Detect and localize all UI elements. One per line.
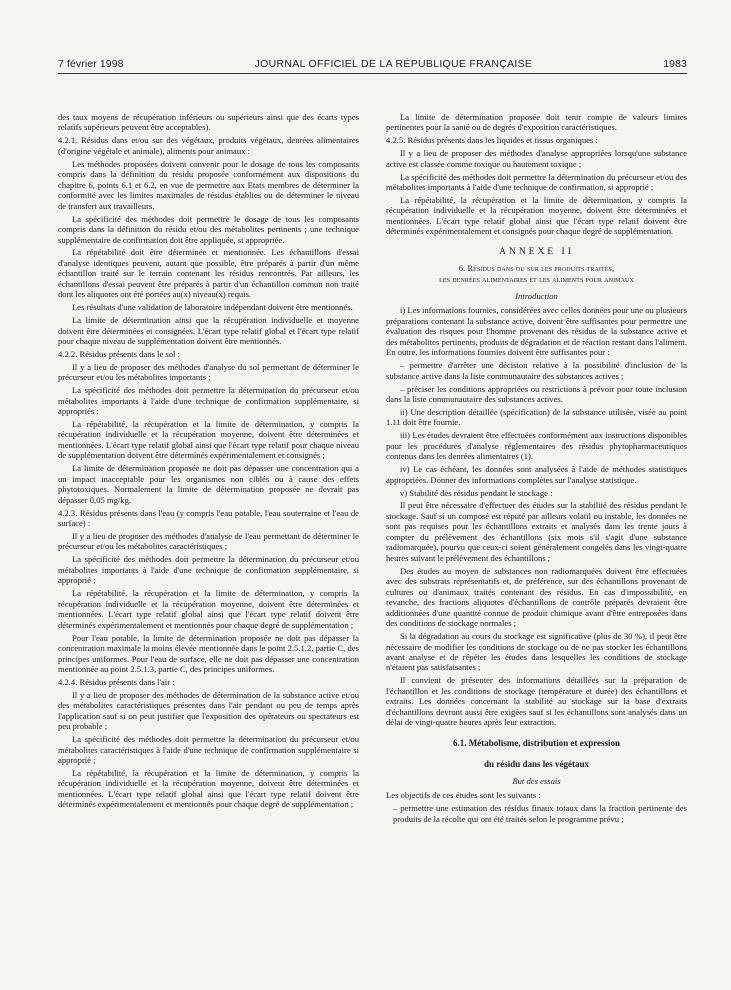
paragraph: La limite de détermination ainsi que la récupération individuelle et moyenne doivent être déterminées et consignées. L'écart type relatif global et l'écart type relatif pour chaque niveau de supplémentation doivent être mentionnés. bbox=[58, 315, 359, 347]
paragraph: du résidu dans les végétaux bbox=[483, 758, 590, 769]
paragraph: des taux moyens de récupération inférieurs ou supérieurs ainsi que des écarts types relatifs supérieurs peuvent être acceptables). bbox=[58, 112, 359, 133]
paragraph: Il y a lieu de proposer des méthodes d'analyse du sol permettant de déterminer le précurseur et/ou les métabolites importants ; bbox=[58, 361, 359, 383]
paragraph: i) Les informations fournies, considérées avec celles données pour une ou plusieurs préparations contenant la substance active, doivent être suffisantes pour permettre une évaluation des risques pour l'homme provenant des résidus de la substance active et des métabolites pertinents, produits de dégradation et de réaction restant dans l'aliment. En outre, les informations fournies doivent être suffisantes pour : bbox=[386, 305, 687, 358]
header-page-number: 1983 bbox=[663, 58, 687, 70]
paragraph: Des études au moyen de substances non radiomarquées doivent être effectuées avec des substrats représentatifs et, de préférence, sur des échantillons provenant de cultures ou d'animaux traités contenant des résidus. En cas d'impossibilité, en revanche, des fractions aliquotes d'échantillons de contrôle préparés devraient être additionnées d'une quantité connue de produit chimique avant d'être entreposées dans des conditions de stockage normales ; bbox=[386, 565, 687, 629]
paragraph: Il convient de présenter des informations détaillées sur la préparation de l'échantillon et les conditions de stockage (température et durée) des échantillons et extraits. Les données concernant la stabilité au stockage sur la base d'extraits d'échantillons devront aussi être exigées sauf si les échantillons sont analysés dans un délai de vingt-quatre heures après leur extraction. bbox=[386, 675, 687, 728]
section-heading: 4.2.5. Résidus présents dans les liquides et tissus organiques : bbox=[386, 135, 598, 146]
annex-title: ANNEXE II bbox=[499, 246, 574, 257]
paragraph: les denrées alimentaires et les aliments pour animaux bbox=[439, 274, 634, 284]
paragraph: ii) Une description détaillée (spécification) de la substance utilisée, visée au point 1.11 doit être fournie. bbox=[386, 406, 687, 428]
paragraph: iii) Les études devraient être effectuées conformément aux instructions disponibles pour les procédures d'analyse réglementaires des résidus phytopharmaceutiques contenus dans les denrées alimentaires (1). bbox=[386, 430, 687, 462]
section-heading: 4.2.2. Résidus présents dans le sol : bbox=[58, 348, 180, 359]
section-heading: 4.2.3. Résidus présents dans l'eau (y compris l'eau potable, l'eau souterraine et l'eau de surface) : bbox=[58, 507, 359, 529]
paragraph: Les résultats d'une validation de laboratoire indépendant doivent être mentionnés. bbox=[72, 302, 353, 313]
paragraph: iv) Le cas échéant, les données sont analysées à l'aide de méthodes statistiques appropriées. Donner des informations complètes sur l'analyse statistique. bbox=[386, 464, 687, 485]
right-column bbox=[386, 112, 687, 826]
paragraph: – préciser les conditions appropriées ou restrictions à prévoir pour toute inclusion dans la liste communautaire des substances actives. bbox=[386, 383, 687, 405]
paragraph: – permettre une estimation des résidus finaux totaux dans la fraction pertinente des produits de la récolte qui ont été traités selon le programme prévu ; bbox=[393, 803, 687, 824]
paragraph: La spécificité des méthodes doit permettre la détermination du précurseur et/ou métabolites importants à l'aide d'une technique de confirmation supplémentaire, si approprié ; bbox=[58, 554, 359, 586]
paragraph: La spécificité des méthodes doit permettre la détermination du précurseur et/ou des métabolites importants à l'aide d'une technique de confirmation, si approprié ; bbox=[386, 171, 687, 193]
paragraph: La limite de détermination proposée ne doit pas dépasser une concentration qui a un impact inacceptable pour les organismes non ciblés ou à cause des effets phytotoxiques. Normalement la limite de détermination proposée ne devrait pas dépasser 0,05 mg/kg. bbox=[58, 463, 359, 505]
header-journal-title: JOURNAL OFFICIEL DE LA RÉPUBLIQUE FRANÇAISE bbox=[254, 58, 533, 70]
paragraph: La limite de détermination proposée doit tenir compte de valeurs limites pertinentes pour la santé ou de degrés d'exposition caractéristiques. bbox=[386, 112, 687, 133]
paragraph: Pour l'eau potable, la limite de détermination proposée ne doit pas dépasser la concentration maximale la moins élevée mentionnée dans le point 2.5.1.2, partie C, des principes uniformes. Pour l'eau de surface, elle ne doit pas dépasser une concentration mentionnée au point 2.5.1.3, partie C, des principes uniformes. bbox=[58, 632, 359, 674]
paragraph: La répétabilité doit être déterminée et mentionnée. Les échantillons d'essai d'analyse identiques peuvent, autant que possible, être préparés à partir d'un même échantillon traité sur le terrain contenant les résidus rencontrés. Par ailleurs, les échantillons d'essai peuvent être préparés à partir d'un échantillon commun non traité dont les aliquotes ont été portées au(x) niveau(x) requis. bbox=[58, 247, 359, 300]
paragraph: Il y a lieu de proposer des méthodes d'analyse de l'eau permettant de déterminer le précurseur et/ou les métabolites caractéristiques ; bbox=[58, 531, 359, 552]
paragraph: Les objectifs de ces études sont les suivants : bbox=[386, 790, 541, 801]
body-columns bbox=[58, 112, 687, 826]
paragraph: La répétabilité, la récupération et la limite de détermination, y compris la récupération individuelle et la récupération moyenne, doivent être déterminées et mentionnées. L'écart type relatif global ainsi que l'écart type relatif doivent être déterminés expérimentalement et mentionnés pour chaque degré de supplémentation ; bbox=[58, 588, 359, 630]
paragraph: 6. Résidus dans ou sur les produits traités, bbox=[458, 264, 615, 274]
paragraph: La répétabilité, la récupération et la limite de détermination, y compris la récupération individuelle et la récupération moyenne, doivent être déterminées et mentionnées. L'écart type relatif global ainsi que l'écart type relatif doivent être déterminés expérimentalement et mentionnés pour chaque degré de supplémentation ; bbox=[58, 767, 359, 810]
paragraph: La spécificité des méthodes doit permettre le dosage de tous les composants compris dans la définition du résidu et/ou des métabolites pertinents ; une technique supplémentaire de confirmation doit être appliquée, si appropriée. bbox=[58, 213, 359, 245]
header-rule bbox=[58, 73, 687, 74]
paragraph: La répétabilité, la récupération et la limite de détermination, y compris la récupération individuelle et la récupération moyenne, doivent être déterminées et mentionnées. L'écart type relatif global ainsi que l'écart type relatif doivent être déterminés expérimentalement et consignés pour chaque degré de supplémentation. bbox=[386, 194, 687, 237]
header-date: 7 février 1998 bbox=[58, 58, 124, 70]
paragraph: Si la dégradation au cours du stockage est significative (plus de 30 %), il peut être nécessaire de modifier les conditions de stockage ou de ne pas stocker les échantillons avant analyse et de répéter les études dans lesquelles les conditions de stockage n'étaient pas satisfaisantes ; bbox=[386, 631, 687, 673]
paragraph: Il peut être nécessaire d'effectuer des études sur la stabilité des résidus pendant le stockage. Sauf si un composé est réputé par ailleurs volatil ou instable, les données ne sont pas requises pour les échantillons extraits et analysés dans les trente jours à compter du prélèvement des échantillons (six mois s'il s'agit d'une substance radiomarquée), pourvu que ceux-ci soient généralement congelés dans les vingt-quatre heures suivant le prélèvement des échantillons ; bbox=[386, 500, 687, 563]
italic-subheading: But des essais bbox=[512, 775, 561, 786]
paragraph: – permettre d'arrêter une décision relative à la possibilité d'inclusion de la substance active dans la liste communautaire des substances actives ; bbox=[386, 360, 687, 381]
section-heading: 4.2.1. Résidus dans et/ou sur des végétaux, produits végétaux, denrées alimentaires (d'origine végétale et animale), aliments pour animaux : bbox=[58, 135, 359, 156]
paragraph: La spécificité des méthodes doit permettre la détermination du précurseur et/ou métabolites caractéristiques à l'aide d'une technique de confirmation supplémentaire si approprié ; bbox=[58, 734, 359, 766]
left-column bbox=[58, 112, 359, 826]
paragraph: La spécificité des méthodes doit permettre la détermination du précurseur et/ou métabolites importants à l'aide d'une technique de confirmation supplémentaire, si appropriés ; bbox=[58, 385, 359, 417]
italic-subheading: Introduction bbox=[515, 290, 558, 301]
paragraph: La répétabilité, la récupération et la limite de détermination, y compris la récupération individuelle et la récupération moyenne, doivent être déterminées et mentionnées. L'écart type relatif global ainsi que l'écart type relatif pour chaque niveau de supplémentation doivent être déterminés expérimentalement et consignés ; bbox=[58, 418, 359, 461]
paragraph: Il y a lieu de proposer des méthodes d'analyse appropriées lorsqu'une substance active est classée comme toxique ou hautement toxique ; bbox=[386, 148, 687, 169]
section-heading: 4.2.4. Résidus présents dans l'air : bbox=[58, 676, 175, 687]
paragraph: Il y a lieu de proposer des méthodes de détermination de la substance active et/ou des métabolites caractéristiques présentes dans l'air pendant ou peu de temps après l'application sauf si on peut justifier que l'exposition des opérateurs ou spectateurs est peu probable ; bbox=[58, 689, 359, 732]
paragraph: Les méthodes proposées doivent convenir pour le dosage de tous les composants compris dans la définition du résidu proposée conformément aux dispositions du chapitre 6, points 6.1 et 6.2, en vue de permettre aux Etats membres de déterminer la conformité avec les limites maximales de résidus établies ou de déterminer le niveau de transfert aux travailleurs. bbox=[58, 158, 359, 211]
page-header bbox=[58, 0, 687, 70]
paragraph: 6.1. Métabolisme, distribution et expression bbox=[452, 737, 621, 748]
paragraph: v) Stabilité des résidus pendant le stockage : bbox=[400, 487, 553, 498]
